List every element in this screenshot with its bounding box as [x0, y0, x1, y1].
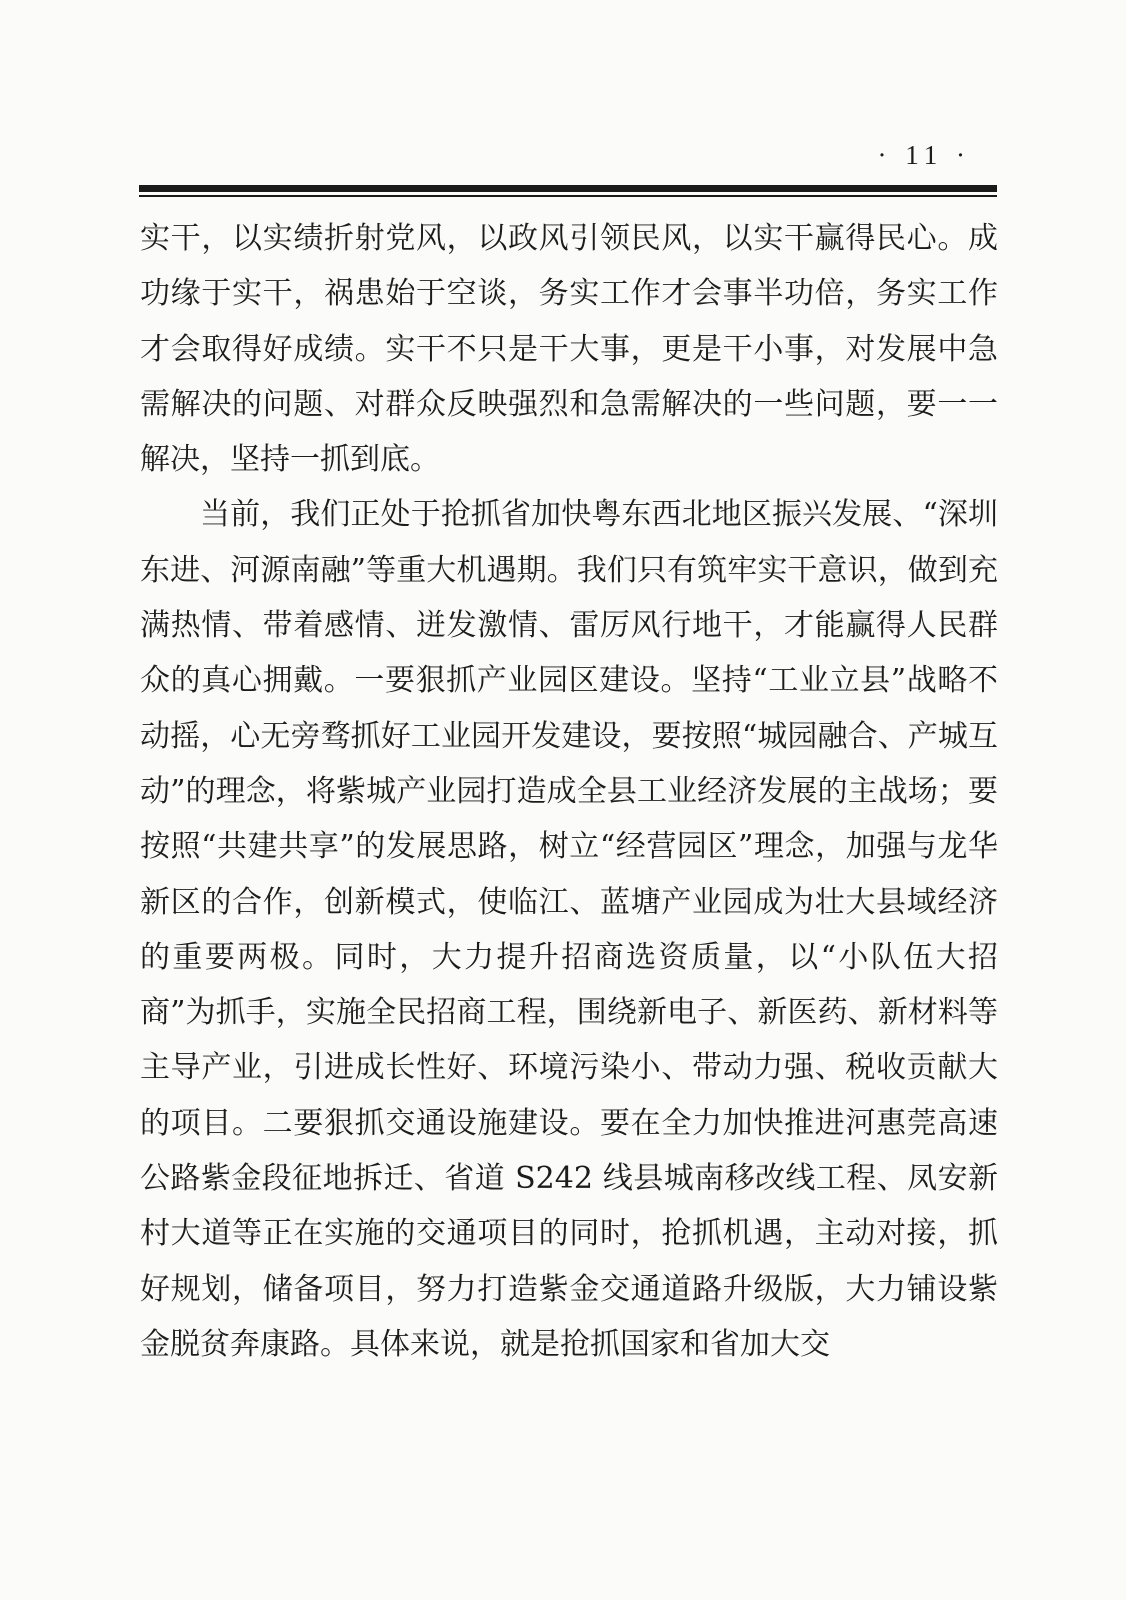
header-rule-thick	[139, 185, 997, 192]
header-rule-thin	[139, 195, 997, 197]
paragraph-continued: 实干，以实绩折射党风，以政风引领民风，以实干赢得民心。成功缘于实干，祸患始于空谈，务实工作才会事半功倍，务实工作才会取得好成绩。实干不只是干大事，更是干小事，对发展中急需解决的问题、对群众反映强烈和急需解决的一些问题，要一一解决，坚持一抓到底。	[140, 221, 998, 478]
header-rule	[139, 185, 997, 197]
paragraph: 当前，我们正处于抢抓省加快粤东西北地区振兴发展、“深圳东进、河源南融”等重大机遇期。我们只有筑牢实干意识，做到充满热情、带着感情、迸发激情、雷厉风行地干，才能赢得人民群众的真心拥戴。一要狠抓产业园区建设。坚持“工业立县”战略不动摇，心无旁骛抓好工业园开发建设，要按照“城园融合、产城互动”的理念，将紫城产业园打造成全县工业经济发展的主战场；要按照“共建共享”的发展思路，树立“经营园区”理念，加强与龙华新区的合作，创新模式，使临江、蓝塘产业园成为壮大县域经济的重要两极。同时，大力提升招商选资质量，以“小队伍大招商”为抓手，实施全民招商工程，围绕新电子、新医药、新材料等主导产业，引进成长性好、环境污染小、带动力强、税收贡献大的项目。二要狠抓交通设施建设。要在全力加快推进河惠莞高速公路紫金段征地拆迁、省道 S242 线县城南移改线工程、凤安新村大道等正在实施的交通项目的同时，抢抓机遇，主动对接，抓好规划，储备项目，努力打造紫金交通道路升级版，大力铺设紫金脱贫奔康路。具体来说，就是抢抓国家和省加大交	[140, 497, 998, 1362]
page-number: · 11 ·	[877, 140, 971, 170]
body-text	[140, 211, 998, 1372]
